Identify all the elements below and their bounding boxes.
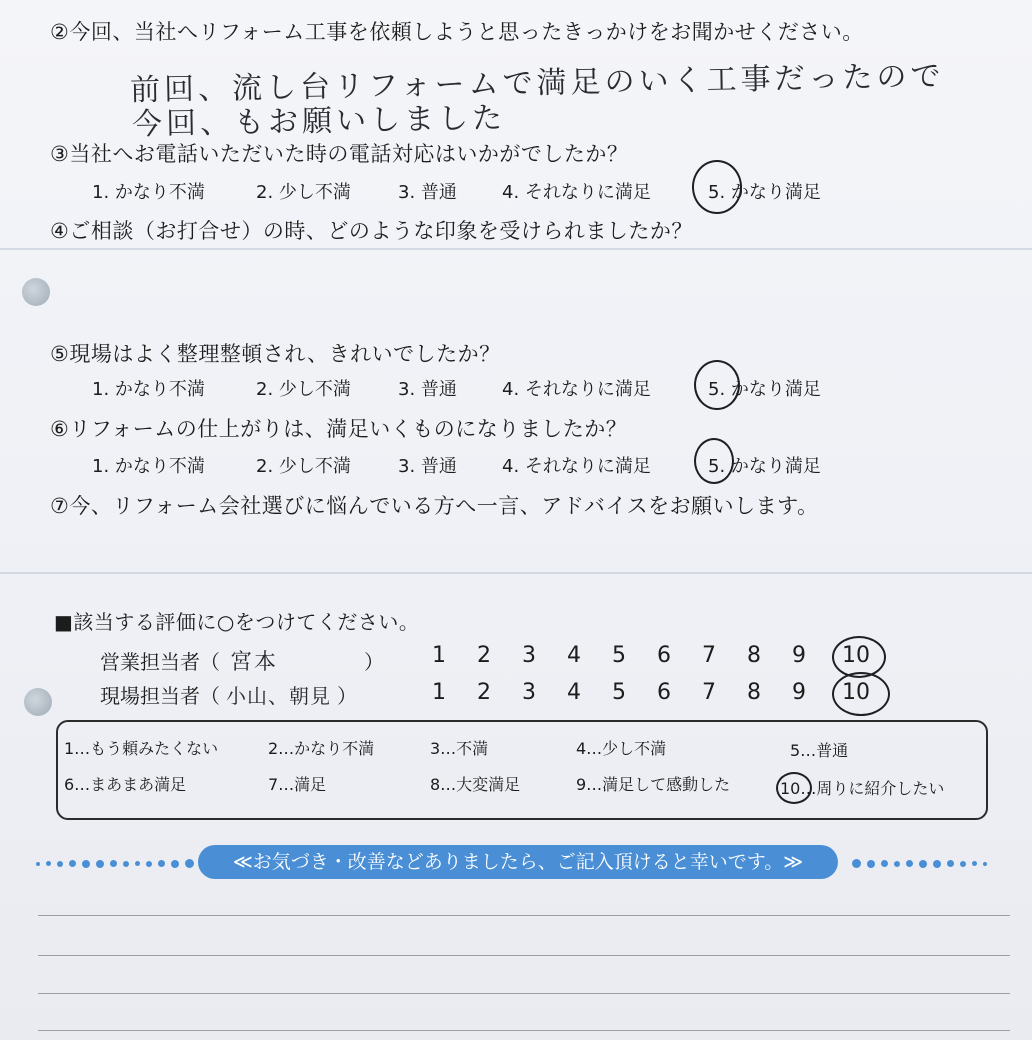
- writing-line[interactable]: [38, 955, 1010, 956]
- site-close: ）: [337, 684, 357, 708]
- writing-line[interactable]: [38, 915, 1010, 916]
- sales-name: 宮本: [230, 650, 279, 675]
- punch-hole: [22, 278, 50, 306]
- feedback-banner: ≪お気づき・改善などありましたら、ご記入頂けると幸いです。≫: [198, 845, 838, 879]
- sales-staff-row: [100, 645, 384, 676]
- site-score-6[interactable]: 6: [657, 680, 671, 705]
- site-score-9[interactable]: 9: [792, 680, 806, 705]
- writing-line[interactable]: [38, 993, 1010, 994]
- site-score-5[interactable]: 5: [612, 680, 626, 705]
- question-7: ⑦今、リフォーム会社選びに悩んでいる方へ一言、アドバイスをお願いします。: [50, 494, 819, 518]
- q6-option-3[interactable]: 3. 普通: [398, 456, 457, 477]
- selection-circle: [694, 438, 734, 484]
- legend-item-4: 4…少し不満: [576, 739, 667, 758]
- site-label: 現場担当者（: [100, 684, 220, 708]
- selection-circle: [832, 672, 890, 716]
- site-score-10[interactable]: 10: [842, 680, 870, 705]
- question-3: ③当社へお電話いただいた時の電話対応はいかがでしたか？: [50, 142, 629, 166]
- sales-close: ）: [364, 650, 385, 674]
- site-score-2[interactable]: 2: [477, 680, 491, 705]
- site-staff-row: [100, 680, 357, 709]
- sales-score-5[interactable]: 5: [612, 643, 626, 668]
- sales-score-8[interactable]: 8: [747, 643, 761, 668]
- handwritten-answer-line1: 前回、流し台リフォームで満足のいく工事だったので: [129, 58, 945, 109]
- question-5: ⑤現場はよく整理整頓され、きれいでしたか？: [50, 342, 501, 366]
- legend-item-9: 9…満足して感動した: [576, 775, 731, 794]
- selection-circle: [694, 360, 740, 410]
- site-score-7[interactable]: 7: [702, 680, 716, 705]
- legend-item-5: 5…普通: [790, 741, 849, 760]
- question-6: ⑥リフォームの仕上がりは、満足いくものになりましたか？: [50, 417, 628, 441]
- q3-option-4[interactable]: 4. それなりに満足: [502, 182, 651, 203]
- rating-legend: [56, 720, 988, 820]
- q5-option-3[interactable]: 3. 普通: [398, 379, 457, 400]
- legend-item-6: 6…まあまあ満足: [64, 775, 187, 794]
- paper-fold: [0, 248, 1032, 250]
- sales-score-2[interactable]: 2: [477, 643, 491, 668]
- decorative-dots-left: [36, 853, 215, 869]
- q3-option-5[interactable]: 5. かなり満足: [708, 182, 821, 203]
- site-name: 小山、朝見: [226, 684, 331, 708]
- paper-fold: [0, 572, 1032, 574]
- q6-option-4[interactable]: 4. それなりに満足: [502, 456, 651, 477]
- sales-score-9[interactable]: 9: [792, 643, 806, 668]
- q6-option-2[interactable]: 2. 少し不満: [256, 456, 351, 477]
- q3-option-2[interactable]: 2. 少し不満: [256, 182, 351, 203]
- question-2: ②今回、当社へリフォーム工事を依頼しようと思ったきっかけをお聞かせください。: [50, 20, 864, 44]
- legend-item-10: 10…周りに紹介したい: [780, 779, 945, 798]
- site-score-4[interactable]: 4: [567, 680, 581, 705]
- sales-score-3[interactable]: 3: [522, 643, 536, 668]
- legend-item-2: 2…かなり不満: [268, 739, 375, 758]
- sales-score-6[interactable]: 6: [657, 643, 671, 668]
- legend-item-3: 3…不満: [430, 739, 489, 758]
- q5-option-2[interactable]: 2. 少し不満: [256, 379, 351, 400]
- q3-option-1[interactable]: 1. かなり不満: [92, 182, 205, 203]
- legend-item-8: 8…大変満足: [430, 775, 521, 794]
- sales-score-4[interactable]: 4: [567, 643, 581, 668]
- site-score-8[interactable]: 8: [747, 680, 761, 705]
- selection-circle: [692, 160, 742, 214]
- q6-option-5[interactable]: 5. かなり満足: [708, 456, 821, 477]
- q3-option-3[interactable]: 3. 普通: [398, 182, 457, 203]
- writing-line[interactable]: [38, 1030, 1010, 1031]
- sales-score-10[interactable]: 10: [842, 643, 870, 668]
- legend-item-1: 1…もう頼みたくない: [64, 739, 219, 758]
- q5-option-1[interactable]: 1. かなり不満: [92, 379, 205, 400]
- sales-label: 営業担当者（: [100, 650, 220, 674]
- site-score-3[interactable]: 3: [522, 680, 536, 705]
- sales-score-1[interactable]: 1: [432, 643, 446, 668]
- q6-option-1[interactable]: 1. かなり不満: [92, 456, 205, 477]
- decorative-dots-right: [852, 853, 993, 869]
- handwritten-answer-line2: 今回、もお願いしました: [131, 100, 507, 143]
- q5-option-4[interactable]: 4. それなりに満足: [502, 379, 651, 400]
- site-score-1[interactable]: 1: [432, 680, 446, 705]
- legend-item-7: 7…満足: [268, 775, 327, 794]
- selection-circle: [776, 772, 812, 804]
- sales-score-7[interactable]: 7: [702, 643, 716, 668]
- punch-hole: [24, 688, 52, 716]
- question-4: ④ご相談（お打合せ）の時、どのような印象を受けられましたか？: [50, 219, 693, 243]
- rating-heading: ■該当する評価に○をつけてください。: [54, 610, 420, 634]
- q5-option-5[interactable]: 5. かなり満足: [708, 379, 821, 400]
